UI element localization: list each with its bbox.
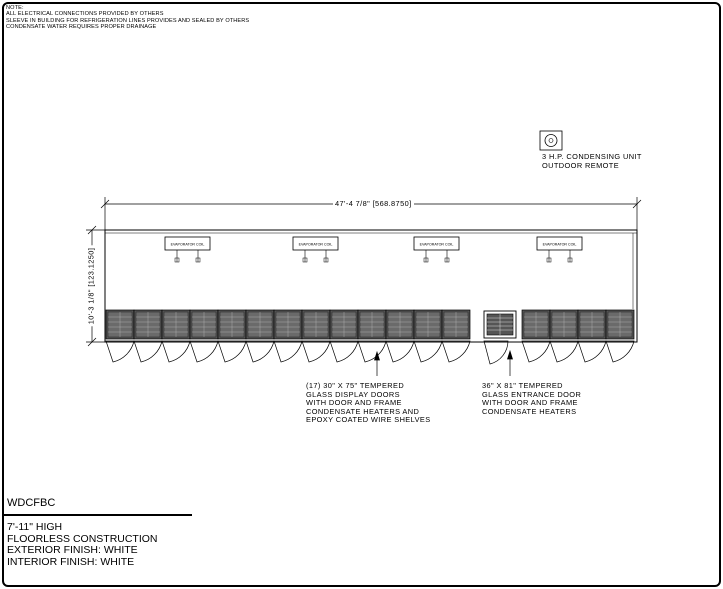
display-door [442,310,470,362]
evaporator-coil-label: EVAPORATOR COIL [419,242,454,247]
condensing-unit-label: 3 H.P. CONDENSING UNIT OUTDOOR REMOTE [542,152,642,170]
evaporator-coil-label: EVAPORATOR COIL [542,242,577,247]
evaporator-coil [414,237,459,262]
spec-construction: FLOORLESS CONSTRUCTION [7,532,158,545]
display-door [606,310,634,362]
notes-title: NOTE: [6,5,24,11]
display-door [578,310,606,362]
spec-block [7,522,158,568]
spec-exterior: EXTERIOR FINISH: WHITE [7,544,138,556]
depth-dimension-text: 10'-3 1/8" [123.1250] [86,247,96,325]
display-door-callout: (17) 30" X 75" TEMPERED GLASS DISPLAY DOORS WITH DOOR AND FRAME CONDENSATE HEATERS AND EPOXY COATED WIRE SHELVES [306,381,431,425]
display-door [190,310,218,362]
evaporator-coil [293,237,338,262]
spec-interior: INTERIOR FINISH: WHITE [7,555,135,568]
display-door [246,310,274,362]
display-door [302,310,330,362]
display-door [330,310,358,362]
display-door [218,310,246,362]
evaporator-coil-label: EVAPORATOR COIL [298,242,333,247]
evaporator-coil [165,237,210,262]
display-door [522,310,550,362]
note-line: ALL ELECTRICAL CONNECTIONS PROVIDED BY OTHERS [6,11,164,18]
condensing-unit-icon [540,131,562,150]
entrance-door-callout: 36" X 81" TEMPERED GLASS ENTRANCE DOOR WITH DOOR AND FRAME CONDENSATE HEATERS [482,381,582,416]
display-door [162,310,190,362]
note-line: SLEEVE IN BUILDING FOR REFRIGERATION LINES PROVIDES AND SEALED BY OTHERS [6,17,250,24]
display-door [106,310,134,362]
display-door [134,310,162,362]
evaporator-coil [537,237,582,262]
display-door [358,310,386,362]
note-line: CONDENSATE WATER REQUIRES PROPER DRAINAGE [6,24,157,31]
spec-height: 7'-11" HIGH [7,521,63,533]
display-door [414,310,442,362]
evaporator-coil-label: EVAPORATOR COIL [170,242,205,247]
display-door [550,310,578,362]
display-door [386,310,414,362]
model-code: WDCFBC [7,497,56,509]
display-door [274,310,302,362]
width-dimension-text: 47'-4 7/8" [568.8750] [335,199,412,208]
